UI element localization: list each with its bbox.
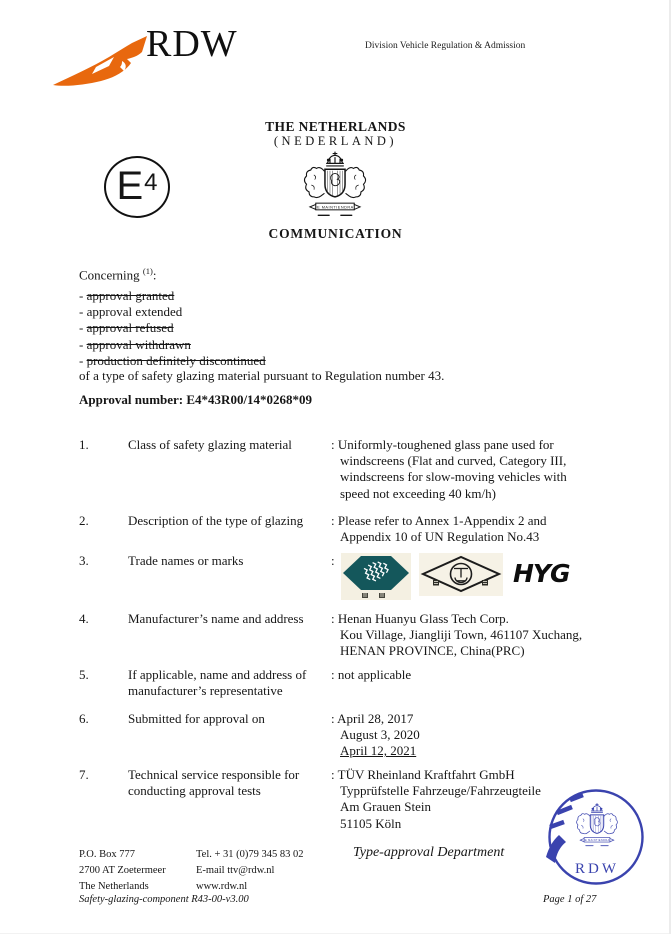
hexagon-wave-logo-icon bbox=[341, 553, 411, 600]
item-value bbox=[331, 611, 617, 660]
item-label: If applicable, name and address of manufacturer’s representative bbox=[128, 667, 307, 699]
e4-approval-mark bbox=[104, 156, 170, 218]
item-label: Technical service responsible for conducting approval tests bbox=[128, 767, 300, 799]
value-line: 51105 Köln bbox=[340, 815, 402, 831]
item-value bbox=[331, 513, 617, 545]
item-label: Class of safety glazing material bbox=[128, 437, 292, 452]
concerning-option: - approval granted bbox=[79, 288, 175, 303]
footer-contact: Tel. + 31 (0)79 345 83 02 E-mail ttv@rdw.nl www.rdw.nl bbox=[196, 849, 304, 892]
footer-address: P.O. Box 777 2700 AT Zoetermeer The Netherlands bbox=[79, 849, 166, 892]
value-line: Appendix 10 of UN Regulation No.43 bbox=[340, 529, 540, 545]
concerning-heading: Concerning $^{(1)}$: bbox=[79, 266, 157, 283]
value-line: HENAN PROVINCE, China(PRC) bbox=[340, 643, 525, 659]
value-line: speed not exceeding 40 km/h) bbox=[340, 485, 496, 501]
concerning-option: - approval extended bbox=[79, 304, 183, 320]
country-title: THE NETHERLANDS bbox=[265, 119, 406, 134]
underlined-date: April 12, 2021 bbox=[340, 743, 417, 759]
option-text: approval withdrawn bbox=[86, 336, 191, 352]
country-subtitle: (NEDERLAND) bbox=[273, 134, 398, 148]
item-number: 6. bbox=[79, 711, 89, 726]
item-value bbox=[331, 711, 617, 760]
value-line: August 3, 2020 bbox=[340, 727, 420, 743]
rdw-swoosh-icon bbox=[52, 34, 152, 90]
item-number: 5. bbox=[79, 667, 89, 682]
item-number: 4. bbox=[79, 611, 89, 626]
rdw-logo-text: RDW bbox=[146, 23, 238, 65]
value-line: Am Grauen Stein bbox=[340, 799, 431, 815]
division-title: Division Vehicle Regulation & Admission bbox=[365, 41, 526, 51]
item-value bbox=[331, 437, 617, 502]
value-line: : not applicable bbox=[331, 667, 412, 682]
item-label: Submitted for approval on bbox=[128, 711, 265, 726]
item-value bbox=[331, 553, 617, 600]
value-line: : April 28, 2017 bbox=[331, 711, 414, 726]
option-text: approval refused bbox=[86, 320, 174, 336]
item-number: 1. bbox=[79, 437, 89, 452]
netherlands-coat-of-arms bbox=[293, 150, 377, 227]
item-label: Description of the type of glazing bbox=[128, 513, 304, 528]
e-mark-number: 4 bbox=[144, 169, 158, 196]
trade-mark-logos bbox=[341, 553, 587, 600]
value-line: : Please refer to Annex 1-Appendix 2 and bbox=[331, 513, 547, 528]
department-name: Type-approval Department bbox=[353, 845, 505, 860]
item-label: Manufacturer’s name and address bbox=[128, 611, 304, 626]
value-line: Kou Village, Jiangliji Town, 461107 Xuchang, bbox=[340, 627, 583, 643]
concerning-option: - production definitely discontinued bbox=[79, 352, 266, 368]
page-number: Page 1 of 27 bbox=[543, 894, 597, 905]
concerning-option: - approval refused bbox=[79, 320, 174, 336]
hyg-logo-icon bbox=[511, 559, 587, 587]
e-mark-letter: E bbox=[116, 163, 144, 208]
subject-line: of a type of safety glazing material pursuant to Regulation number 43. bbox=[79, 368, 445, 383]
option-text: approval extended bbox=[86, 304, 183, 320]
communication-title: COMMUNICATION bbox=[268, 226, 403, 241]
stamp-rdw-text: RDW bbox=[575, 861, 619, 877]
approval-number: Approval number: E4*43R00/14*0268*09 bbox=[79, 392, 313, 407]
option-text: production definitely discontinued bbox=[86, 352, 266, 368]
diamond-seal-logo-icon bbox=[419, 553, 503, 596]
value-line bbox=[331, 743, 617, 759]
value-line: : Uniformly-toughened glass pane used for bbox=[331, 437, 554, 452]
svg-text:HYG: HYG bbox=[512, 559, 570, 587]
item-number: 2. bbox=[79, 513, 89, 528]
item-value bbox=[331, 667, 617, 683]
concerning-options bbox=[79, 288, 266, 369]
item-number: 7. bbox=[79, 767, 89, 782]
value-colon: : bbox=[331, 553, 335, 568]
value-line: windscreens for slow-moving vehicles with bbox=[340, 469, 567, 485]
item-number: 3. bbox=[79, 553, 89, 568]
value-line: : TÜV Rheinland Kraftfahrt GmbH bbox=[331, 767, 515, 782]
value-line: : Henan Huanyu Glass Tech Corp. bbox=[331, 611, 509, 626]
item-label: Trade names or marks bbox=[128, 553, 244, 568]
value-line: Typprüfstelle Fahrzeuge/Fahrzeugteile bbox=[340, 783, 541, 799]
concerning-option: - approval withdrawn bbox=[79, 336, 191, 352]
option-text: approval granted bbox=[86, 288, 175, 303]
value-line: windscreens (Flat and curved, Category III, bbox=[340, 453, 567, 469]
document-reference: Safety-glazing-component R43-00-v3.00 bbox=[79, 894, 249, 905]
rdw-stamp bbox=[543, 787, 647, 891]
